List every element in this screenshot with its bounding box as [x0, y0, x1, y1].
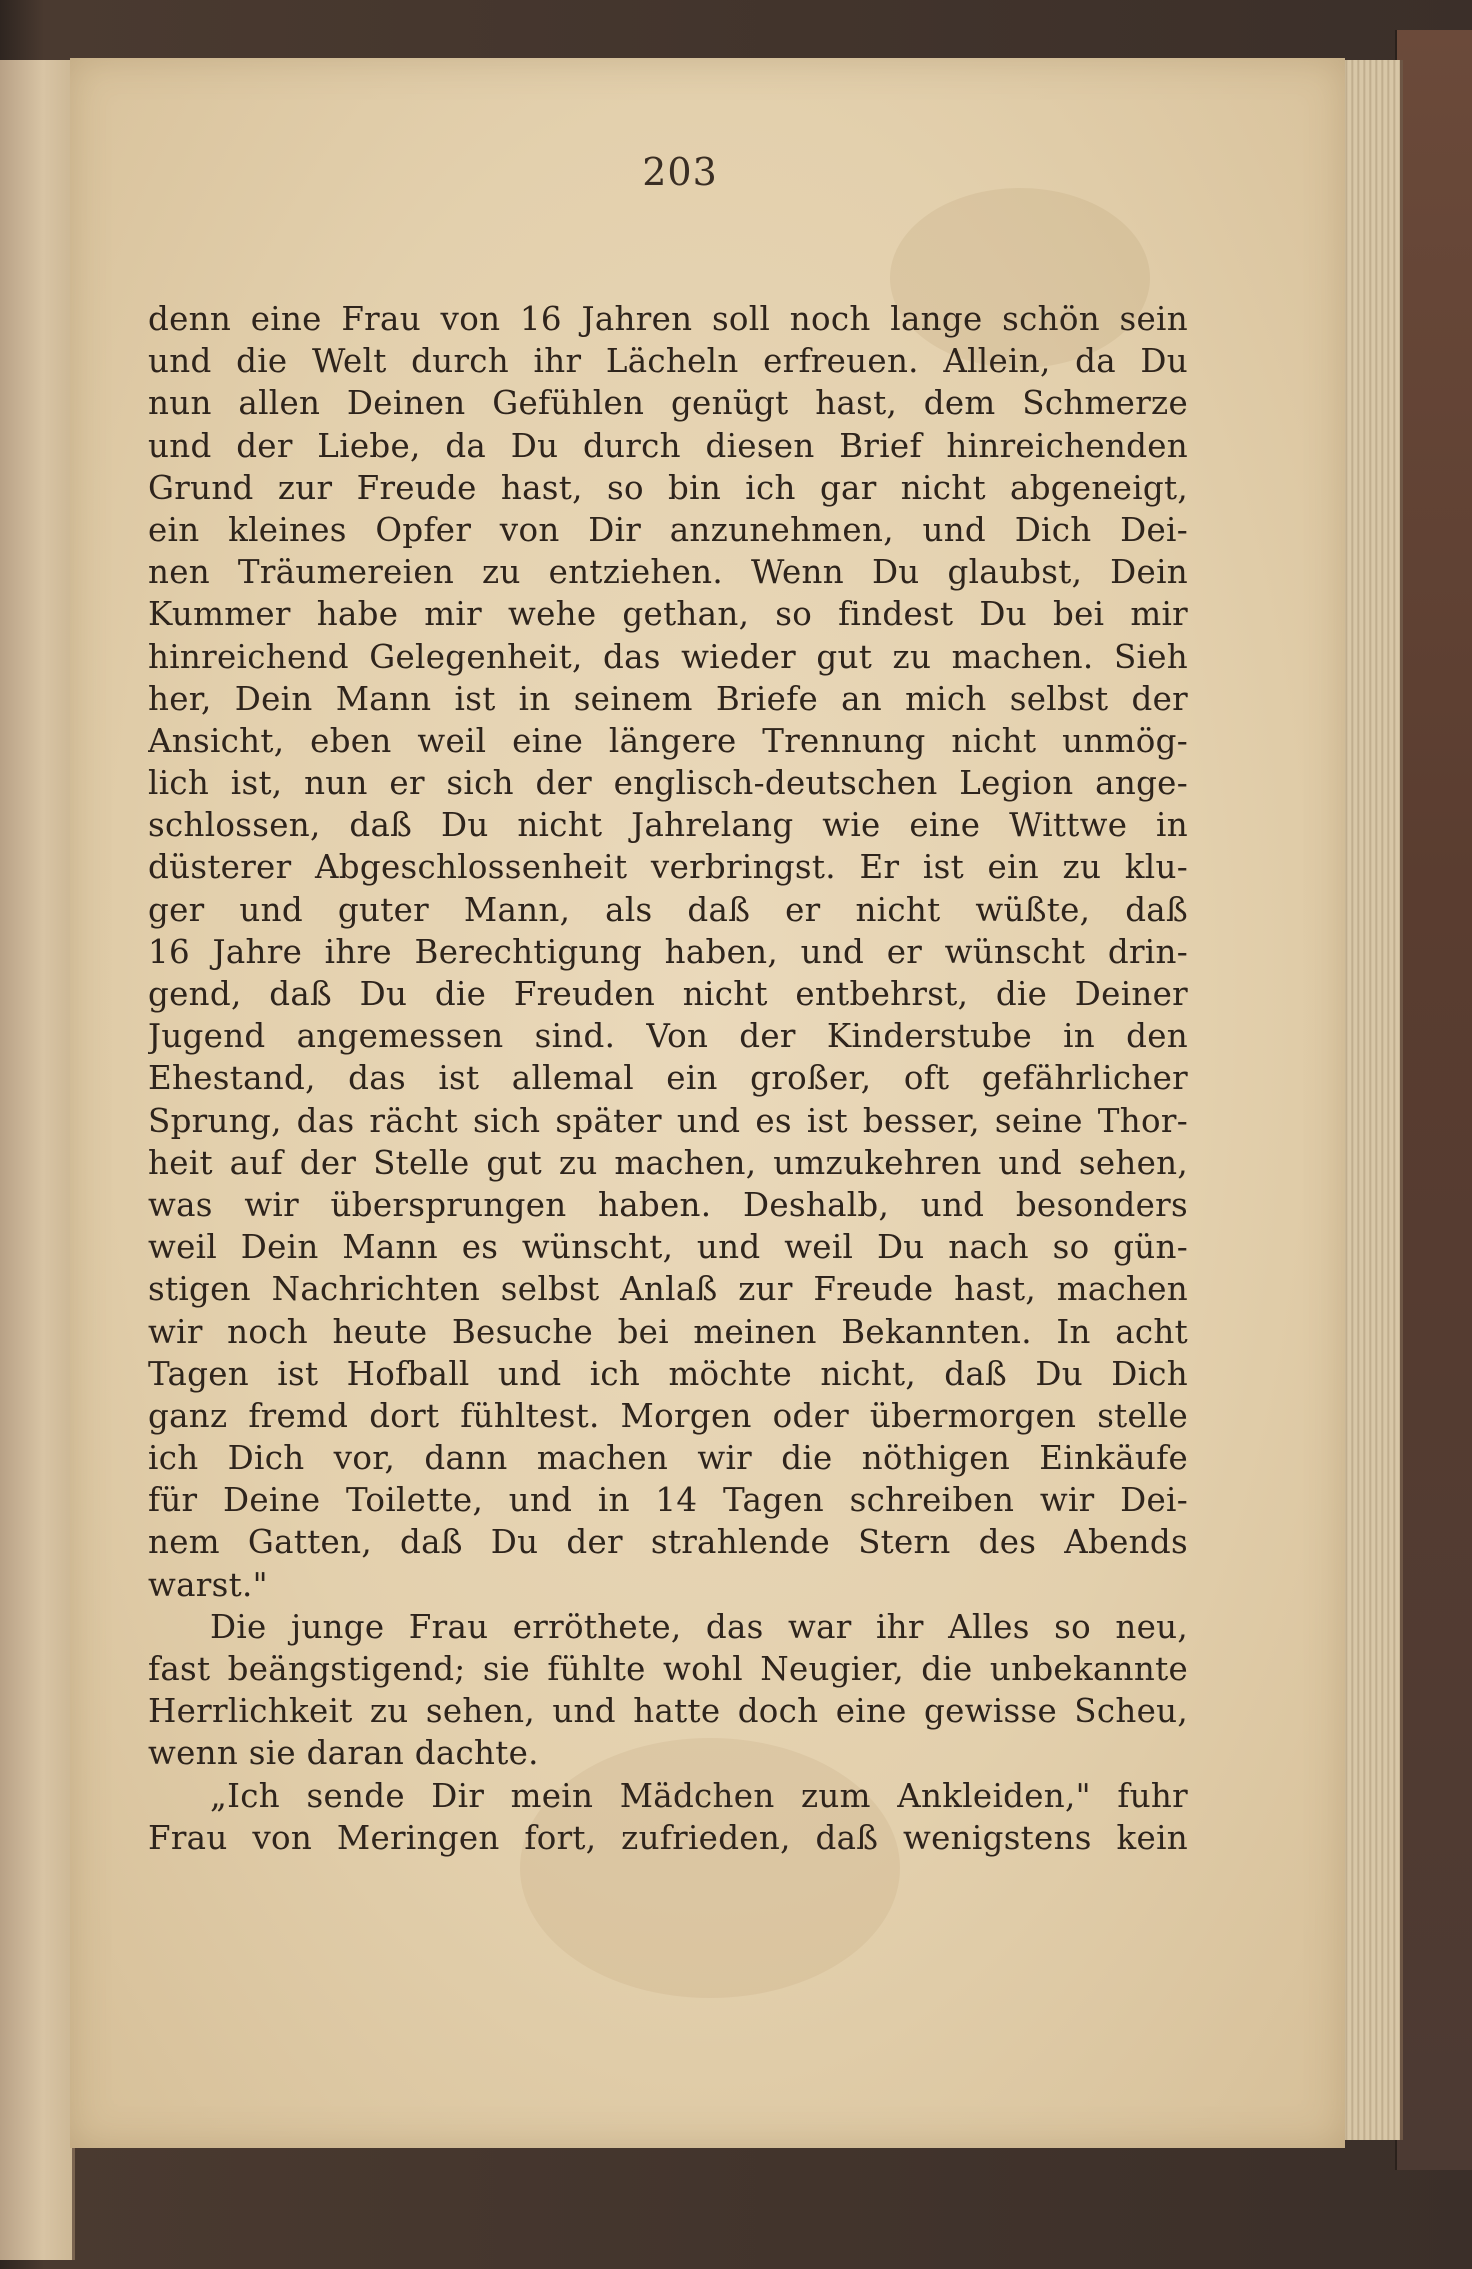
- text-line: weil Dein Mann es wünscht, und weil Du nach so gün-: [148, 1228, 1188, 1267]
- text-line: und die Welt durch ihr Lächeln erfreuen. Allein, da Du: [148, 342, 1188, 381]
- text-line: gend, daß Du die Freuden nicht entbehrst, die Deiner: [148, 975, 1188, 1013]
- text-line: fast beängstigend; sie fühlte wohl Neugier, die unbekannte: [148, 1650, 1188, 1688]
- book-spine-right: [1395, 30, 1472, 2170]
- text-line: Sprung, das rächt sich später und es ist besser, seine Thor-: [148, 1101, 1188, 1140]
- text-line: Tagen ist Hofball und ich möchte nicht, daß Du Dich: [148, 1354, 1188, 1393]
- text-line: Ehestand, das ist allemal ein großer, oft gefährlicher: [148, 1059, 1188, 1098]
- text-line: Ansicht, eben weil eine längere Trennung nicht unmög-: [148, 721, 1188, 760]
- previous-page-edge: [0, 60, 75, 2260]
- text-line: nun allen Deinen Gefühlen genügt hast, dem Schmerze: [148, 384, 1188, 423]
- text-line: lich ist, nun er sich der englisch-deutschen Legion ange-: [148, 764, 1188, 803]
- text-line: wir noch heute Besuche bei meinen Bekannten. In acht: [148, 1312, 1188, 1351]
- text-line: Frau von Meringen fort, zufrieden, daß wenigstens kein: [148, 1818, 1188, 1857]
- text-line: ich Dich vor, dann machen wir die nöthigen Einkäufe: [148, 1439, 1188, 1478]
- text-line: heit auf der Stelle gut zu machen, umzukehren und sehen,: [148, 1143, 1188, 1182]
- text-line: ger und guter Mann, als daß er nicht wüßte, daß: [148, 890, 1188, 929]
- text-line: wenn sie daran dachte.: [148, 1734, 539, 1773]
- text-line: Jugend angemessen sind. Von der Kinderstube in den: [148, 1017, 1188, 1056]
- text-line: ein kleines Opfer von Dir anzunehmen, und Dich Dei-: [148, 510, 1188, 549]
- text-line: nem Gatten, daß Du der strahlende Stern des Abends: [148, 1523, 1188, 1562]
- text-line: 16 Jahre ihre Berechtigung haben, und er wünscht drin-: [148, 932, 1188, 971]
- text-line: düsterer Abgeschlossenheit verbringst. Er ist ein zu klu-: [148, 848, 1188, 887]
- text-line: „Ich sende Dir mein Mädchen zum Ankleiden," fuhr: [210, 1776, 1188, 1815]
- text-line: Kummer habe mir wehe gethan, so findest Du bei mir: [148, 595, 1188, 634]
- text-line: denn eine Frau von 16 Jahren soll noch lange schön sein: [148, 300, 1188, 338]
- text-line: Die junge Frau erröthete, das war ihr Alles so neu,: [210, 1607, 1188, 1646]
- text-line: Herrlichkeit zu sehen, und hatte doch eine gewisse Scheu,: [148, 1692, 1188, 1731]
- text-line: her, Dein Mann ist in seinem Briefe an mich selbst der: [148, 679, 1188, 718]
- text-line: und der Liebe, da Du durch diesen Brief hinreichenden: [148, 426, 1188, 465]
- text-line: was wir übersprungen haben. Deshalb, und besonders: [148, 1185, 1188, 1224]
- text-line: ganz fremd dort fühltest. Morgen oder übermorgen stelle: [148, 1396, 1188, 1435]
- text-line: warst.": [148, 1565, 268, 1604]
- text-line: hinreichend Gelegenheit, das wieder gut zu machen. Sieh: [148, 637, 1188, 676]
- text-line: stigen Nachrichten selbst Anlaß zur Freude hast, machen: [148, 1270, 1188, 1309]
- page-number: 203: [642, 150, 718, 194]
- text-line: schlossen, daß Du nicht Jahrelang wie eine Wittwe in: [148, 806, 1188, 845]
- text-line: für Deine Toilette, und in 14 Tagen schreiben wir Dei-: [148, 1481, 1188, 1520]
- text-line: nen Träumereien zu entziehen. Wenn Du glaubst, Dein: [148, 553, 1188, 592]
- text-line: Grund zur Freude hast, so bin ich gar nicht abgeneigt,: [148, 468, 1188, 507]
- body-text: [148, 298, 1188, 1859]
